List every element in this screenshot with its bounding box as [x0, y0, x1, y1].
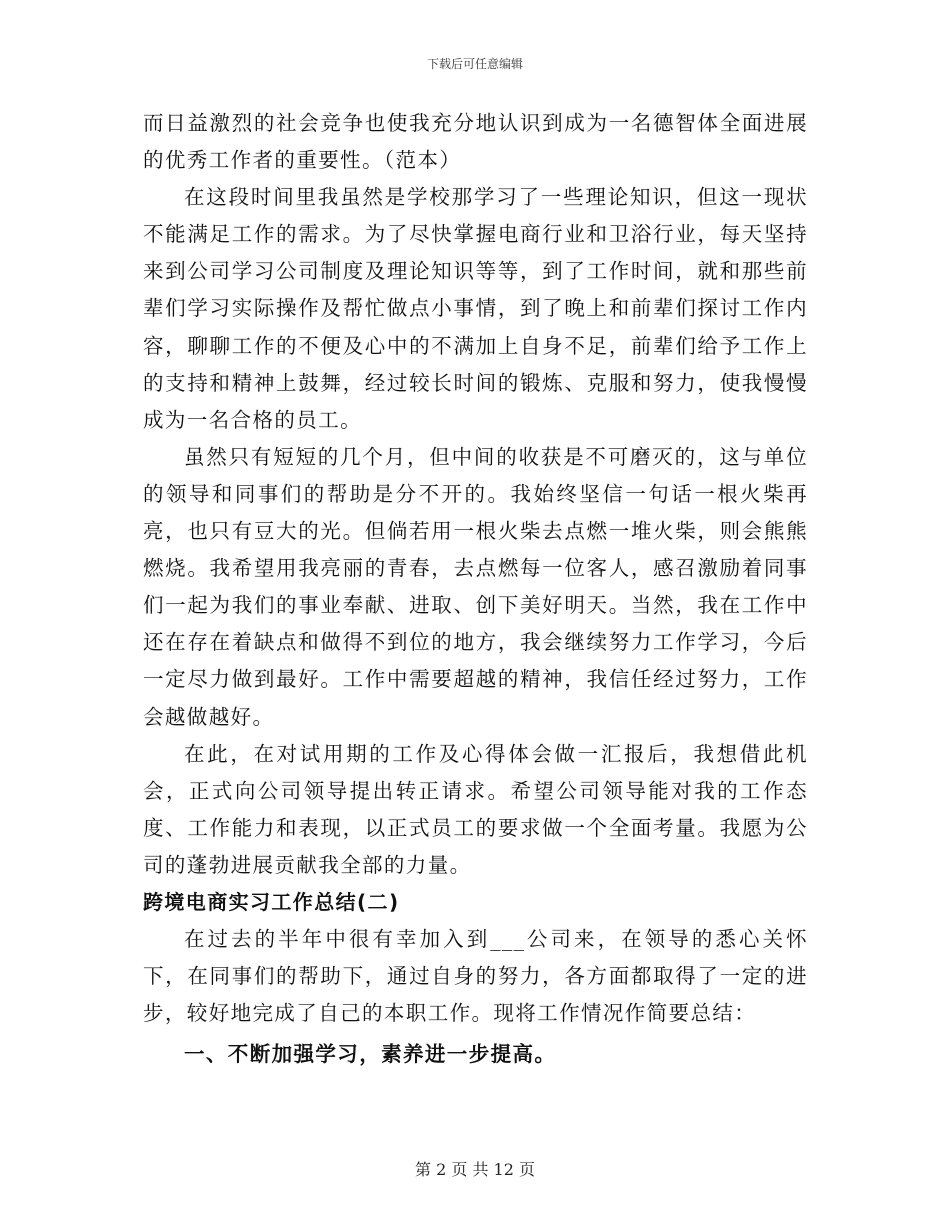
document-body [143, 105, 808, 1073]
paragraph-3: 虽然只有短短的几个月，但中间的收获是不可磨灭的，这与单位的领导和同事们的帮助是分不开的。我始终坚信一句话一根火柴再亮，也只有豆大的光。但倘若用一根火柴去点燃一堆火柴，则会熊熊燃烧。我希望用我亮丽的青春，去点燃每一位客人，感召激励着同事们一起为我们的事业奉献、进取、创下美好明天。当然，我在工作中还在存在着缺点和做得不到位的地方，我会继续努力工作学习，今后一定尽力做到最好。工作中需要超越的精神，我信任经过努力，工作会越做越好。 [143, 444, 808, 729]
section-title: 跨境电商实习工作总结(二) [143, 889, 400, 914]
paragraph-1: 而日益激烈的社会竞争也使我充分地认识到成为一名德智体全面进展的优秀工作者的重要性。（范本） [143, 111, 808, 173]
paragraph-5: 在过去的半年中很有幸加入到___公司来，在领导的悉心关怀下，在同事们的帮助下，通过自身的努力，各方面都取得了一定的进步，较好地完成了自己的本职工作。现将工作情况作简要总结： [143, 927, 808, 1026]
section-heading-1: 一、不断加强学习，素养进一步提高。 [184, 1042, 557, 1067]
paragraph-2: 在这段时间里我虽然是学校那学习了一些理论知识，但这一现状不能满足工作的需求。为了尽快掌握电商行业和卫浴行业，每天坚持来到公司学习公司制度及理论知识等等，到了工作时间，就和那些前辈们学习实际操作及帮忙做点小事情，到了晚上和前辈们探讨工作内容，聊聊工作的不便及心中的不满加上自身不足，前辈们给予工作上的支持和精神上鼓舞，经过较长时间的锻炼、克服和努力，使我慢慢成为一名合格的员工。 [143, 185, 808, 432]
page-footer: 第 2 页 共 12 页 [415, 1160, 535, 1179]
page-header: 下载后可任意编辑 [426, 57, 523, 71]
paragraph-4: 在此，在对试用期的工作及心得体会做一汇报后，我想借此机会，正式向公司领导提出转正请求。希望公司领导能对我的工作态度、工作能力和表现，以正式员工的要求做一个全面考量。我愿为公司的蓬勃进展贡献我全部的力量。 [143, 741, 808, 877]
